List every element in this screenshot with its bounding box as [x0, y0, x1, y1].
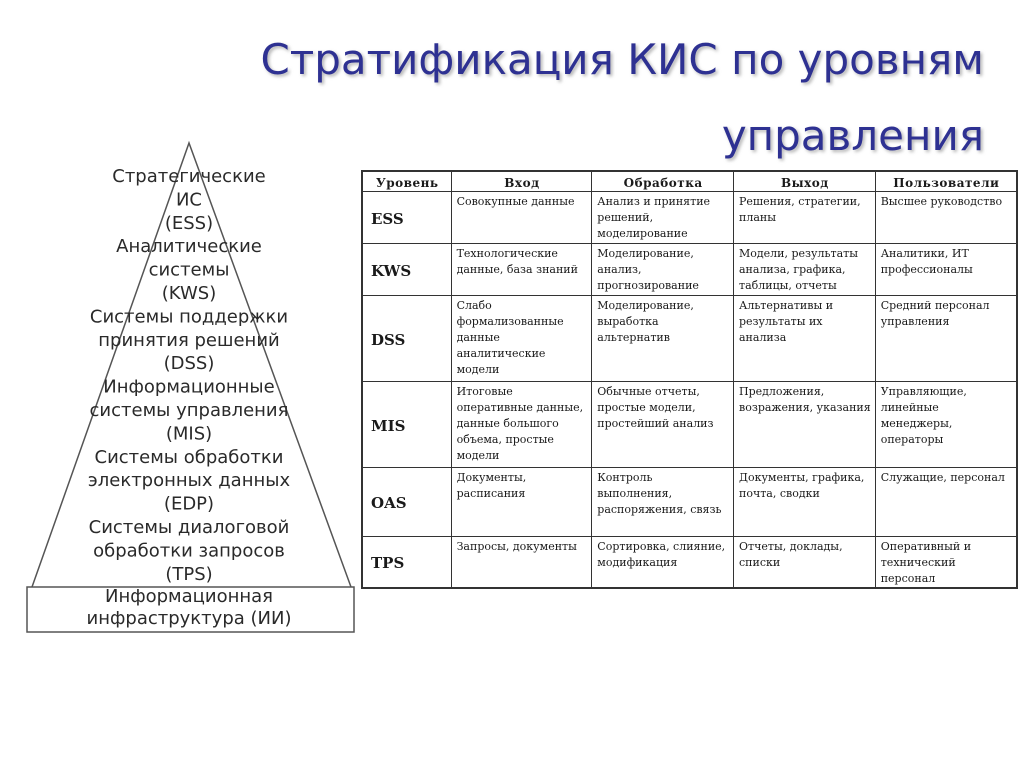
- row-output: Решения, стратегии, планы: [734, 192, 876, 244]
- row-processing: Анализ и принятие решений, моделирование: [592, 192, 734, 244]
- pyramid-level-label: Системы обработки: [94, 446, 284, 468]
- pyramid-level-label: электронных данных: [87, 470, 291, 492]
- row-processing: Контроль выполнения, распоряжения, связь: [592, 468, 734, 537]
- row-level: MIS: [362, 382, 451, 468]
- row-output: Альтернативы и результаты их анализа: [734, 296, 876, 382]
- header-processing: Обработка: [592, 171, 734, 192]
- pyramid-level-label: (ESS): [164, 212, 214, 234]
- slide-title-line-1: Стратификация КИС по уровням: [260, 35, 984, 84]
- header-users: Пользователи: [875, 171, 1017, 192]
- table-row: [362, 244, 1017, 296]
- row-output: Отчеты, доклады, списки: [734, 537, 876, 589]
- pyramid-level-label: (MIS): [165, 423, 213, 445]
- row-input: Документы, расписания: [451, 468, 592, 537]
- row-input: Слабо формализованные данные аналитические модели: [451, 296, 592, 382]
- pyramid-level-label: обработки запросов: [93, 540, 285, 562]
- row-output: Предложения, возражения, указания: [734, 382, 876, 468]
- row-users: Аналитики, ИТ профессионалы: [875, 244, 1017, 296]
- row-users: Высшее руководство: [875, 192, 1017, 244]
- table-header-row: [362, 171, 1017, 192]
- pyramid-level-label: (KWS): [161, 283, 217, 304]
- row-input: Технологические данные, база знаний: [451, 244, 592, 296]
- pyramid-level-label: (EDP): [163, 493, 215, 515]
- row-input: Совокупные данные: [451, 192, 592, 244]
- row-processing: Моделирование, выработка альтернатив: [592, 296, 734, 382]
- pyramid-level-label: Информационные: [103, 376, 275, 398]
- table-row: [362, 296, 1017, 382]
- table-row: [362, 382, 1017, 468]
- pyramid-base-label: Информационная: [104, 586, 274, 607]
- row-level: KWS: [362, 244, 451, 296]
- row-users: Служащие, персонал: [875, 468, 1017, 537]
- pyramid-level-label: Стратегические: [112, 166, 266, 187]
- pyramid-level-label: Аналитические: [116, 236, 262, 258]
- table-row: [362, 537, 1017, 589]
- table-row: [362, 468, 1017, 537]
- header-output: Выход: [734, 171, 876, 192]
- pyramid-level-label: Системы диалоговой: [88, 517, 290, 538]
- header-input: Вход: [451, 171, 592, 192]
- levels-table: [361, 170, 1018, 589]
- row-level: TPS: [362, 537, 451, 589]
- pyramid-labels: [87, 166, 292, 629]
- row-processing: Сортировка, слияние, модификация: [592, 537, 734, 589]
- pyramid-level-label: принятия решений: [98, 329, 280, 351]
- row-processing: Обычные отчеты, простые модели, простейший анализ: [592, 382, 734, 468]
- pyramid-level-label: системы управления: [89, 400, 289, 421]
- row-output: Модели, результаты анализа, графика, таблицы, отчеты: [734, 244, 876, 296]
- slide-title-line-2: управления: [721, 111, 984, 160]
- row-input: Запросы, документы: [451, 537, 592, 589]
- pyramid-level-label: ИС: [175, 189, 203, 211]
- pyramid-level-label: (TPS): [165, 563, 213, 585]
- row-level: ESS: [362, 192, 451, 244]
- pyramid-level-label: (DSS): [163, 353, 215, 375]
- row-users: Управляющие, линейные менеджеры, операторы: [875, 382, 1017, 468]
- row-processing: Моделирование, анализ, прогнозирование: [592, 244, 734, 296]
- row-users: Средний персонал управления: [875, 296, 1017, 382]
- pyramid-base-label: инфраструктура (ИИ): [86, 608, 292, 629]
- pyramid-level-label: системы: [148, 259, 230, 281]
- table-row: [362, 192, 1017, 244]
- header-level: Уровень: [362, 171, 451, 192]
- row-input: Итоговые оперативные данные, данные большого объема, простые модели: [451, 382, 592, 468]
- row-output: Документы, графика, почта, сводки: [734, 468, 876, 537]
- pyramid-level-label: Системы поддержки: [89, 306, 289, 328]
- row-level: DSS: [362, 296, 451, 382]
- row-level: OAS: [362, 468, 451, 537]
- row-users: Оперативный и технический персонал: [875, 537, 1017, 589]
